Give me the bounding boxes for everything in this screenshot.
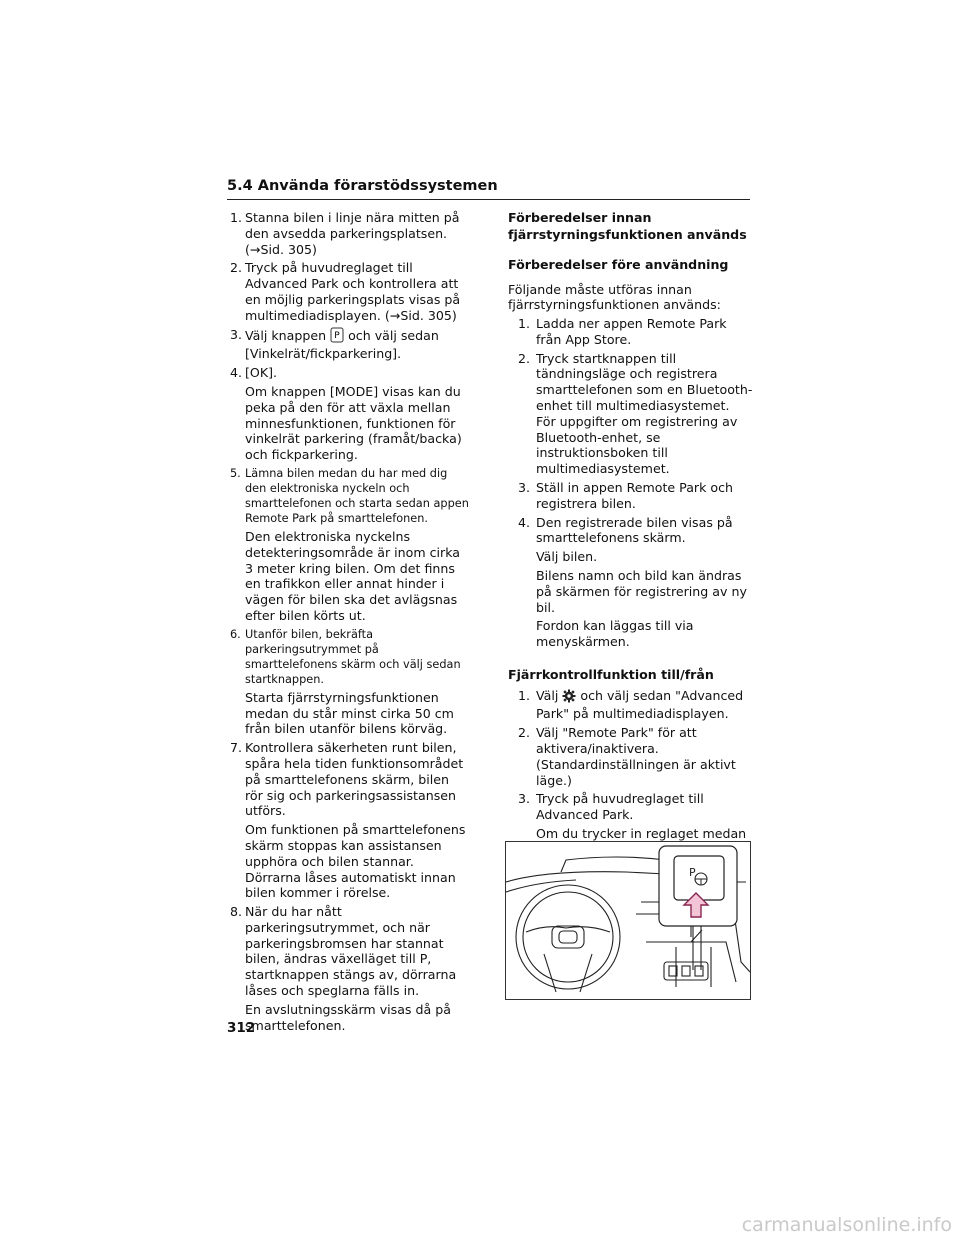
list-item <box>230 210 470 257</box>
left-column <box>230 210 470 1036</box>
list-item <box>518 725 753 788</box>
item-number: 1. <box>230 210 243 225</box>
heading-preparations: Förberedelser innan fjärrstyrningsfunktionen används <box>508 210 747 242</box>
section-title: 5.4 Använda förarstödssystemen <box>227 178 498 194</box>
item-text: Den registrerade bilen visas på smarttelefonens skärm. <box>536 514 733 546</box>
heading-remote-toggle: Fjärrkontrollfunktion till/från <box>508 667 714 683</box>
list-item <box>518 791 753 823</box>
item-number: 6. <box>230 627 241 641</box>
item-text: Ställ in appen Remote Park och registrera bilen. <box>536 480 733 511</box>
item-text: Välj "Remote Park" för att aktivera/inaktivera. (Standardinställningen är aktivt läge.) <box>536 725 736 788</box>
item-text <box>536 688 753 723</box>
parking-button <box>674 856 724 900</box>
parking-button-letter: P <box>689 866 696 879</box>
list-item <box>518 351 753 477</box>
item-number: 3. <box>230 326 243 342</box>
item-text-before: Välj <box>536 687 559 703</box>
item-number: 2. <box>518 725 531 741</box>
item-note: Den elektroniska nyckelns detekteringsområde är inom cirka 3 meter kring bilen. Om det finns en trafikkon eller annat hinder i vägen för bilen ska det avlägsnas efter bilen körts ut. <box>245 528 460 623</box>
section-rule <box>227 199 750 200</box>
heading-before-use: Förberedelser före användning <box>508 257 729 272</box>
item-note: Bilens namn och bild kan ändras på skärmen för registrering av ny bil. <box>536 568 747 615</box>
item-number: 4. <box>230 365 243 381</box>
item-note: Starta fjärrstyrningsfunktionen medan du står minst cirka 50 cm från bilen utanför bilens körväg. <box>245 689 454 737</box>
item-note: Välj bilen. <box>536 549 598 565</box>
item-number: 4. <box>518 514 531 530</box>
list-item <box>518 480 753 512</box>
item-text: Utanför bilen, bekräfta parkeringsutrymmet på smarttelefonens skärm och välj sedan startknappen. <box>245 627 461 686</box>
item-number: 2. <box>230 260 243 276</box>
item-text-after: och välj sedan "Advanced Park" på multimediadisplayen. <box>536 687 744 722</box>
item-text-after: och välj sedan [Vinkelrät/fickparkering]. <box>245 327 439 362</box>
right-column <box>508 210 753 876</box>
list-item <box>230 327 470 363</box>
item-text: Tryck startknappen till tändningsläge och registrera smarttelefonen som en Bluetooth-enhet till multimediasystemet. För uppgifter om registrering av Bluetooth-enhet, se instruktionsboken till multimediasystemet. <box>536 350 753 477</box>
gear-icon <box>562 689 576 707</box>
item-number: 2. <box>518 350 531 366</box>
item-text-before: Välj knappen <box>245 327 327 343</box>
item-text: [OK]. <box>245 365 278 381</box>
list-item <box>518 688 753 723</box>
parking-button-icon <box>330 327 344 347</box>
item-text: Stanna bilen i linje nära mitten på den avsedda parkeringsplatsen. (→Sid. 305) <box>245 210 460 257</box>
page-number: 312 <box>227 1020 256 1036</box>
item-text: Kontrollera säkerheten runt bilen, spåra hela tiden funktionsområdet på smarttelefonens skärm, bilen rör sig och parkeringsassistansen utförs. <box>245 740 464 819</box>
item-text: När du har nått parkeringsutrymmet, och när parkeringsbromsen har stannat bilen, ändras växelläget till P, startknappen stängs av, dörrarna låses och speglarna fälls in. <box>245 904 457 999</box>
list-item <box>230 365 470 381</box>
item-note: Om funktionen på smarttelefonens skärm stoppas kan assistansen upphöra och bilen stannar. Dörrarna låses automatiskt innan bilen kommer i rörelse. <box>245 822 466 901</box>
item-text: Ladda ner appen Remote Park från App Store. <box>536 316 727 347</box>
svg-text:P: P <box>334 330 340 341</box>
list-item <box>518 316 753 348</box>
item-number: 5. <box>230 466 241 480</box>
list-item <box>230 260 470 323</box>
item-number: 8. <box>230 904 243 920</box>
item-text: Tryck på huvudreglaget till Advanced Park. <box>536 791 704 823</box>
item-number: 7. <box>230 740 243 756</box>
item-number: 1. <box>518 316 531 332</box>
list-item <box>230 466 470 526</box>
item-note: Fordon kan läggas till via menyskärmen. <box>536 618 694 650</box>
dashboard-drawing <box>506 842 750 999</box>
intro-paragraph: Följande måste utföras innan fjärrstyrningsfunktionen används: <box>508 281 721 313</box>
item-note: Om knappen [MODE] visas kan du peka på den för att växla mellan minnesfunktionen, funktionen för vinkelrät parkering (framåt/backa) och fickparkering. <box>245 383 462 463</box>
item-number: 3. <box>518 791 531 807</box>
list-item <box>230 904 470 999</box>
dashboard-illustration <box>505 841 751 1000</box>
item-note: Om du trycker in reglaget medan <box>536 825 747 841</box>
list-item <box>230 740 470 819</box>
list-item <box>518 515 753 547</box>
list-item <box>230 627 470 687</box>
item-number: 3. <box>518 480 531 496</box>
item-number: 1. <box>518 687 531 703</box>
item-text: Tryck på huvudreglaget till Advanced Park och kontrollera att en möjlig parkeringsplats visas på multimediadisplayen. (→Sid. 305) <box>245 260 461 323</box>
item-note: En avslutningsskärm visas då på smarttelefonen. <box>245 1001 451 1033</box>
watermark: carmanualsonline.info <box>741 1214 952 1236</box>
item-text <box>245 327 470 363</box>
item-text: Lämna bilen medan du har med dig den elektroniska nyckeln och smarttelefonen och starta sedan appen Remote Park på smarttelefonen. <box>245 466 469 525</box>
